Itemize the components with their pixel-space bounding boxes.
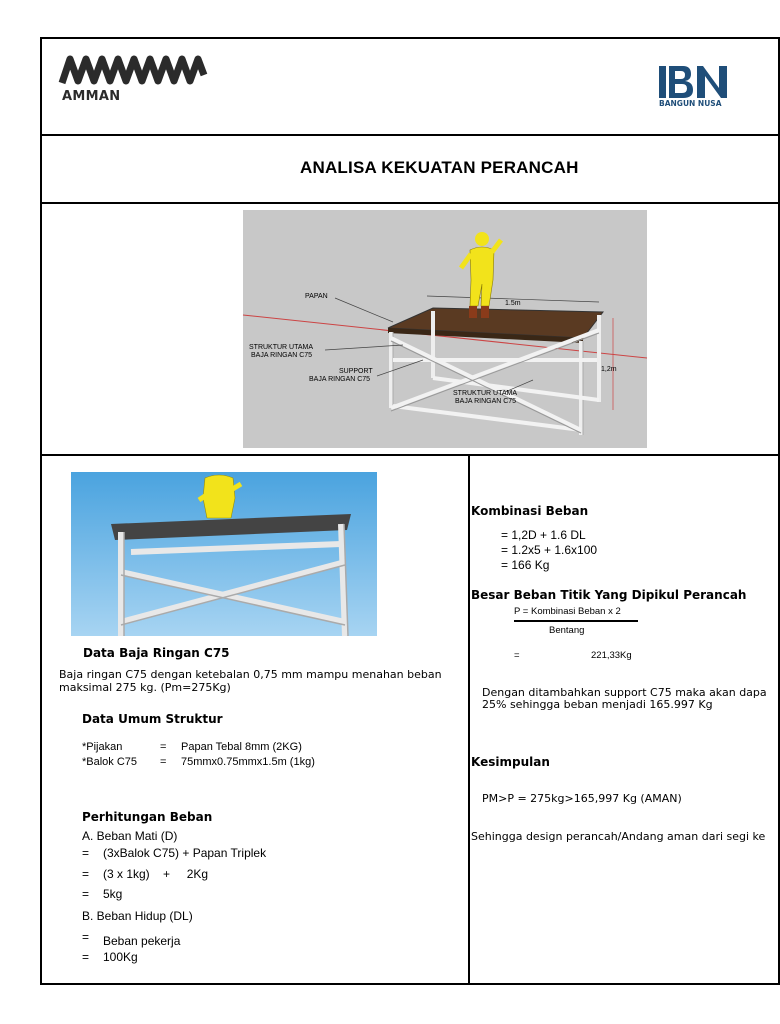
beban-mati-eq-3: = (82, 887, 90, 901)
beban-mati-eq-2: = (82, 867, 90, 881)
label-height: 1,2m (601, 366, 617, 373)
scaffold-photo-figure (71, 472, 377, 636)
row-balok-name: *Balok C75 (82, 756, 138, 768)
worker-figure (461, 232, 501, 318)
amman-logo-text: AMMAN (62, 89, 121, 104)
divider-figure (40, 454, 780, 456)
kesimpulan-line: PM>P = 275kg>165,997 Kg (AMAN) (482, 792, 682, 805)
page-title: ANALISA KEKUATAN PERANCAH (300, 158, 579, 177)
divider-title (40, 202, 780, 204)
label-struktur-utama-sub: BAJA RINGAN C75 (251, 352, 313, 359)
formula-numerator: P = Kombinasi Beban x 2 (514, 606, 621, 617)
beban-hidup-eq-1: = (82, 930, 90, 944)
scaffold-drawing (243, 210, 647, 448)
beban-mati-line-1: (3xBalok C75) + Papan Triplek (103, 846, 267, 860)
beban-hidup-line-2: 100Kg (103, 950, 138, 964)
data-umum-title: Data Umum Struktur (82, 712, 223, 726)
amman-wave-icon (60, 55, 206, 85)
label-papan: PAPAN (305, 293, 328, 300)
result-value: 221,33Kg (591, 650, 632, 661)
label-struktur-utama-2: STRUKTUR UTAMA (453, 390, 518, 397)
amman-logo (60, 55, 206, 89)
bangun-nusa-mark-icon (659, 64, 729, 100)
perhitungan-title: Perhitungan Beban (82, 810, 213, 824)
divider-header (40, 134, 780, 136)
final-line: Sehingga design perancah/Andang aman dari segi ke (471, 830, 766, 843)
scaffold-photo-drawing (71, 472, 377, 636)
data-baja-text: Baja ringan C75 dengan ketebalan 0,75 mm mampu menahan beban maksimal 275 kg. (Pm=275Kg) (59, 668, 442, 694)
kombinasi-line-3: = 166 Kg (501, 558, 550, 572)
label-support: SUPPORT (339, 368, 373, 375)
formula-denominator: Bentang (549, 625, 585, 636)
row-pijakan-value: Papan Tebal 8mm (2KG) (181, 741, 302, 753)
beban-mati-label: A. Beban Mati (D) (82, 829, 178, 843)
row-balok-value: 75mmx0.75mmx1.5m (1kg) (181, 756, 315, 768)
data-baja-title: Data Baja Ringan C75 (83, 646, 230, 660)
beban-mati-line-2: (3 x 1kg) + 2Kg (103, 867, 209, 881)
beban-hidup-eq-2: = (82, 950, 90, 964)
label-support-sub: BAJA RINGAN C75 (309, 376, 371, 383)
label-struktur-utama-2-sub: BAJA RINGAN C75 (455, 398, 517, 405)
besar-beban-title: Besar Beban Titik Yang Dipikul Perancah (471, 588, 747, 602)
worker-photo-figure (199, 475, 241, 518)
row-balok-eq: = (160, 756, 167, 768)
support-text-1: Dengan ditambahkan support C75 maka akan dapa (482, 686, 767, 699)
scaffold-3d-figure (243, 210, 647, 448)
support-text-2: 25% sehingga beban menjadi 165.997 Kg (482, 698, 713, 711)
kombinasi-title: Kombinasi Beban (471, 504, 589, 518)
divider-columns (468, 454, 470, 984)
label-width: 1.5m (505, 300, 521, 307)
beban-mati-line-3: 5kg (103, 887, 123, 901)
row-pijakan-name: *Pijakan (82, 741, 123, 753)
beban-hidup-line-1: Beban pekerja (103, 934, 181, 948)
beban-hidup-label: B. Beban Hidup (DL) (82, 909, 193, 923)
formula-fraction-line (514, 620, 638, 622)
result-eq: = (514, 650, 520, 661)
beban-mati-eq-1: = (82, 846, 90, 860)
kesimpulan-title: Kesimpulan (471, 755, 550, 769)
row-pijakan-eq: = (160, 741, 167, 753)
kombinasi-line-1: = 1,2D + 1.6 DL (501, 528, 586, 542)
bangun-nusa-text: BANGUN NUSA (659, 99, 722, 108)
kombinasi-line-2: = 1.2x5 + 1.6x100 (501, 543, 598, 557)
bangun-nusa-logo (659, 64, 729, 104)
label-struktur-utama: STRUKTUR UTAMA (249, 344, 314, 351)
